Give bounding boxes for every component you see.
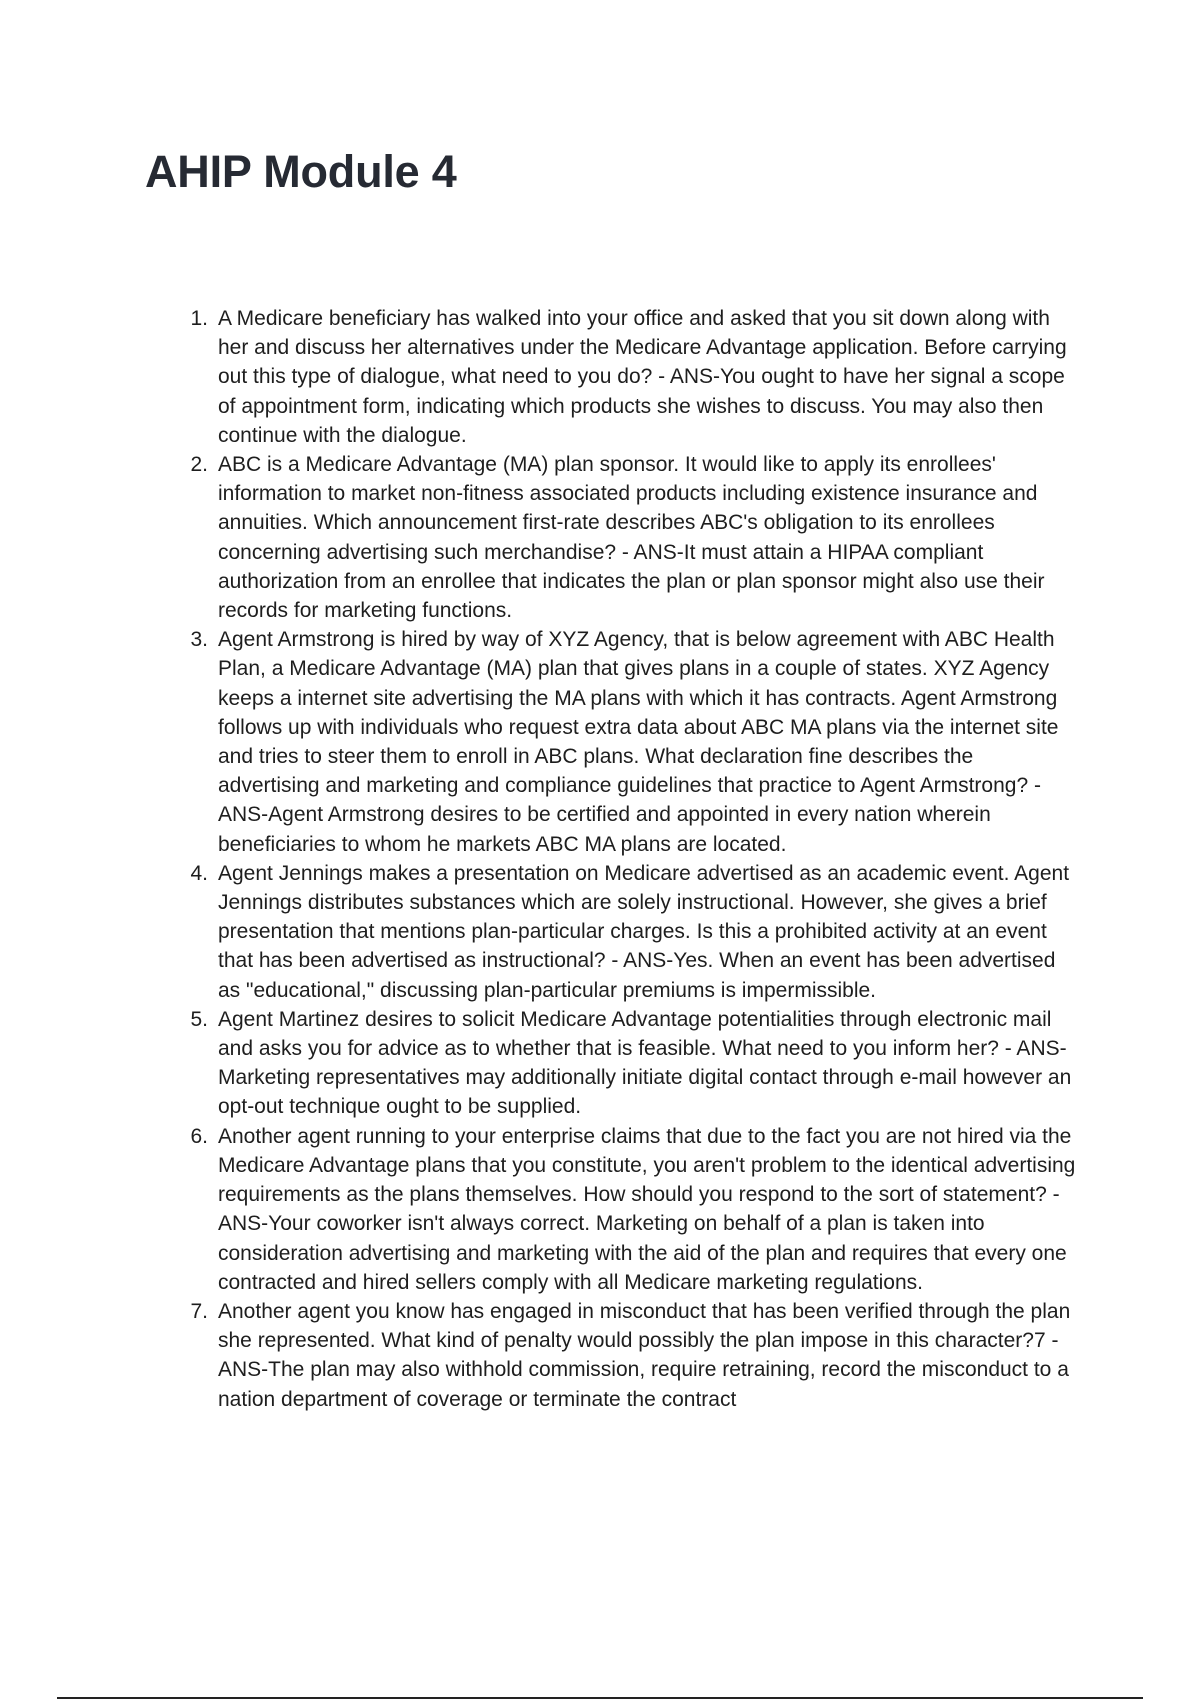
question-number: 4. xyxy=(190,861,208,885)
question-text: Agent Martinez desires to solicit Medicare Advantage potentialities through electronic mail and asks you for advice as to whether that is feasible. What need to you inform her? - ANS-Marketing representatives may additionally initiate digital contact through e-mail however an opt-out technique ought to be supplied. xyxy=(218,1007,1072,1119)
question-item-3 xyxy=(180,625,1080,859)
question-list xyxy=(180,304,1080,1414)
question-text: Another agent you know has engaged in misconduct that has been verified through the plan she represented. What kind of penalty would possibly the plan impose in this character?7 - ANS-The plan may also withhold commission, require retraining, record the misconduct to a nation department of coverage or terminate the contract xyxy=(218,1299,1071,1411)
question-number: 2. xyxy=(190,453,208,477)
question-text: Agent Jennings makes a presentation on Medicare advertised as an academic event. Agent Jennings distributes substances which are solely instructional. However, she gives a brief presentation that mentions plan-particular charges. Is this a prohibited activity at an event that has been advertised as instructional? - ANS-Yes. When an event has been advertised as "educational," discussing plan-particular premiums is impermissible. xyxy=(218,861,1070,1002)
question-text: ABC is a Medicare Advantage (MA) plan sponsor. It would like to apply its enrollees' information to market non-fitness associated products including existence insurance and annuities. Which announcement first-rate describes ABC's obligation to its enrollees concerning advertising such merchandise? - ANS-It must attain a HIPAA compliant authorization from an enrollee that indicates the plan or plan sponsor might also use their records for marketing functions. xyxy=(218,453,1045,623)
page-title: AHIP Module 4 xyxy=(145,146,457,197)
question-item-1 xyxy=(180,304,1080,450)
question-item-6 xyxy=(180,1122,1080,1297)
question-number: 7. xyxy=(190,1299,208,1323)
question-text: Another agent running to your enterprise claims that due to the fact you are not hired via the Medicare Advantage plans that you constitute, you aren't problem to the identical advertising requirements as the plans themselves. How should you respond to the sort of statement? - ANS-Your coworker isn't always correct. Marketing on behalf of a plan is taken into consideration advertising and marketing with the aid of the plan and requires that every one contracted and hired sellers comply with all Medicare marketing regulations. xyxy=(218,1124,1076,1294)
footer-divider xyxy=(57,1697,1143,1699)
question-item-7 xyxy=(180,1297,1080,1414)
question-number: 3. xyxy=(190,628,208,652)
question-item-2 xyxy=(180,450,1080,625)
question-item-4 xyxy=(180,859,1080,1005)
question-item-5 xyxy=(180,1005,1080,1122)
question-number: 5. xyxy=(190,1007,208,1031)
question-text: Agent Armstrong is hired by way of XYZ Agency, that is below agreement with ABC Health Plan, a Medicare Advantage (MA) plan that gives plans in a couple of states. XYZ Agency keeps a internet site advertising the MA plans with which it has contracts. Agent Armstrong follows up with individuals who request extra data about ABC MA plans via the internet site and tries to steer them to enroll in ABC plans. What declaration fine describes the advertising and marketing and compliance guidelines that practice to Agent Armstrong? - ANS-Agent Armstrong desires to be certified and appointed in every nation wherein beneficiaries to whom he markets ABC MA plans are located. xyxy=(218,628,1059,856)
question-text: A Medicare beneficiary has walked into your office and asked that you sit down along with her and discuss her alternatives under the Medicare Advantage application. Before carrying out this type of dialogue, what need to you do? - ANS-You ought to have her signal a scope of appointment form, indicating which products she wishes to discuss. You may also then continue with the dialogue. xyxy=(218,307,1067,447)
question-number: 1. xyxy=(190,307,208,330)
question-number: 6. xyxy=(190,1124,208,1148)
